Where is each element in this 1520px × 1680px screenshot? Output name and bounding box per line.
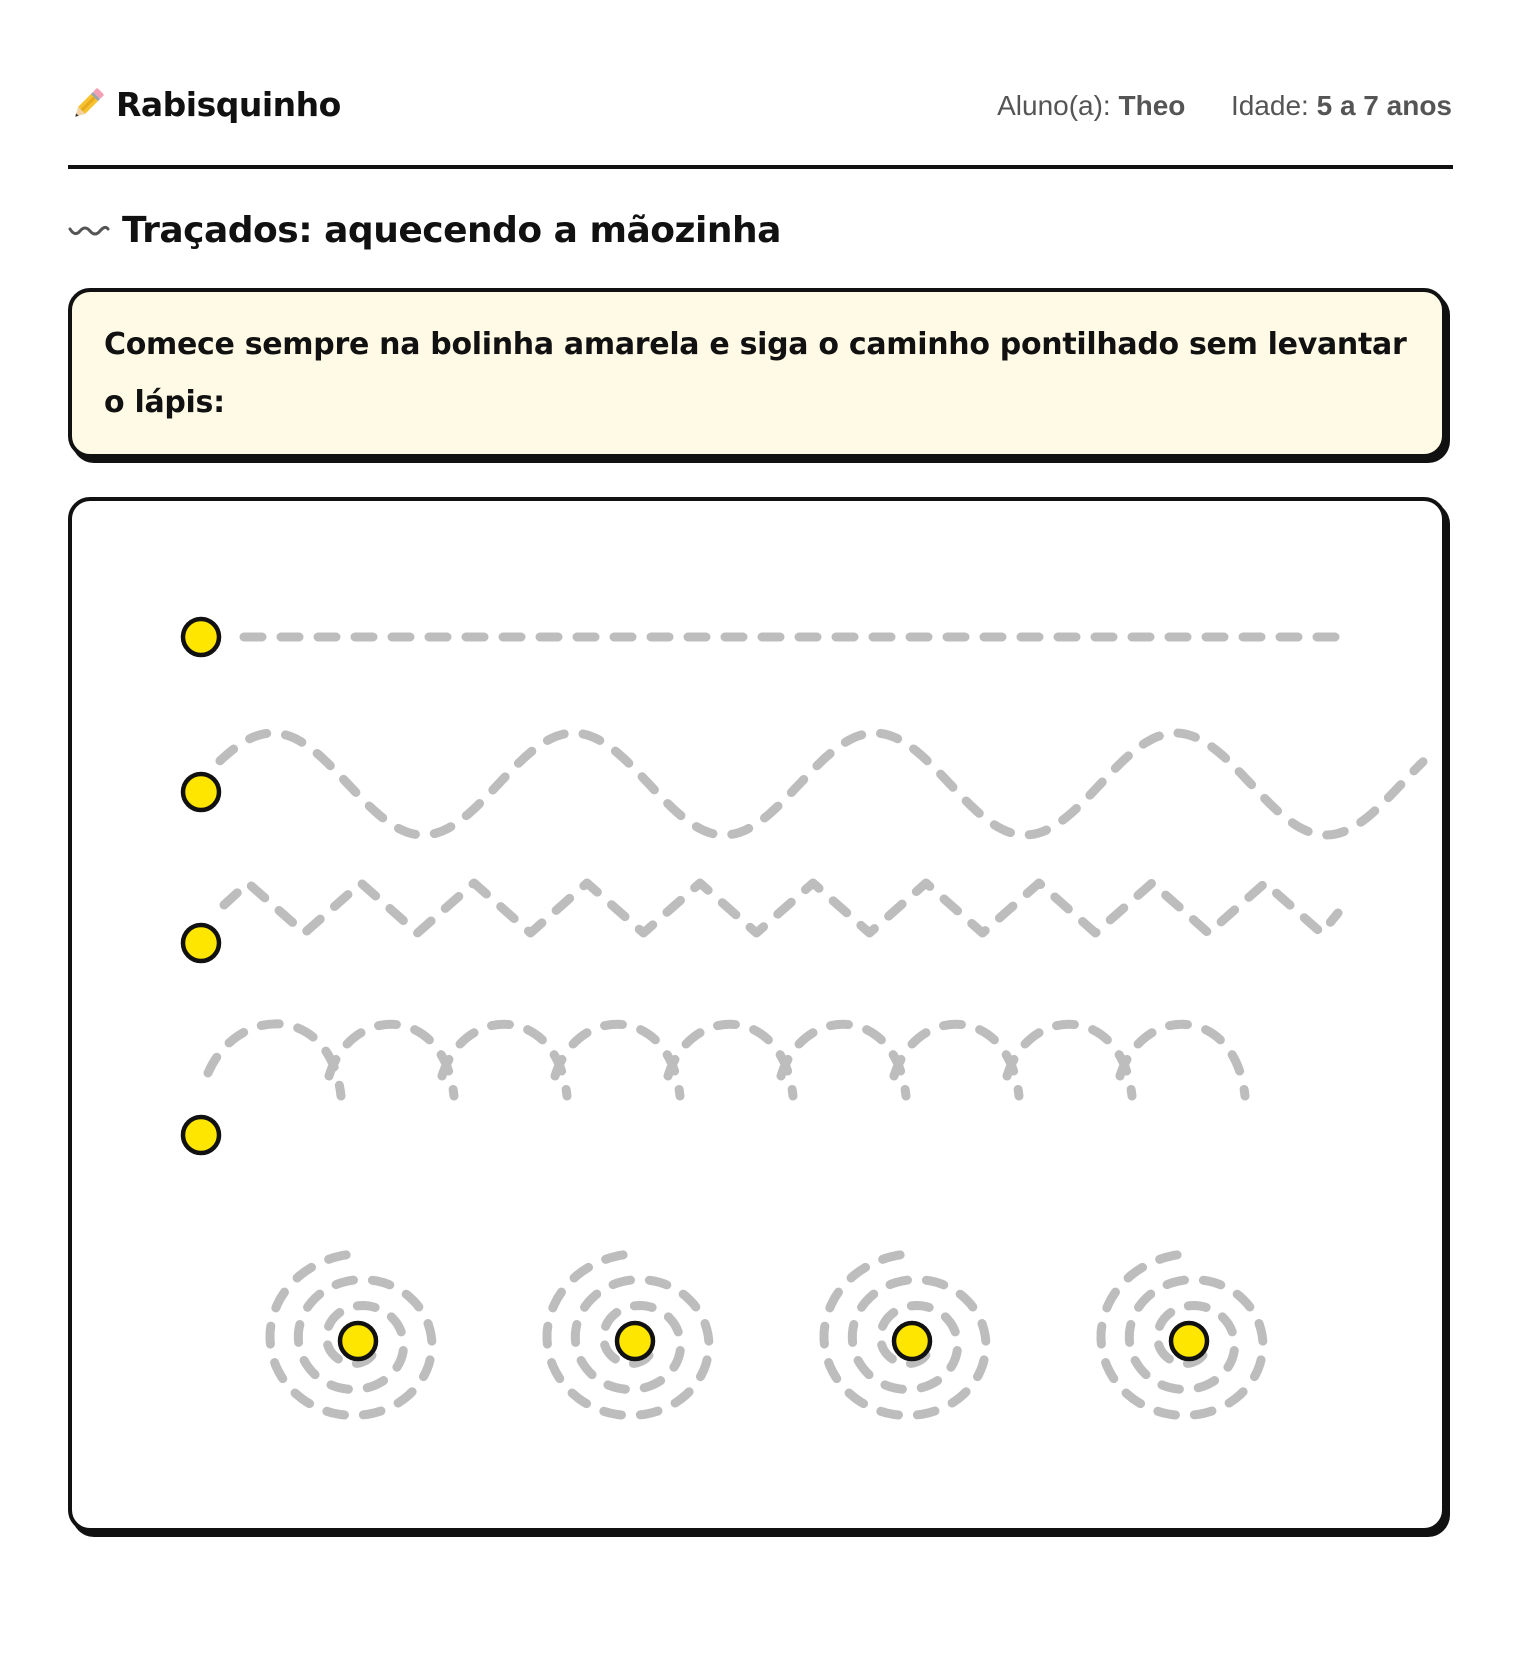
student-meta: [997, 90, 1452, 122]
instruction-text: Comece sempre na bolinha amarela e siga o caminho pontilhado sem levantar o lápis:: [104, 327, 1407, 420]
start-dot-spiral-2: [617, 1323, 653, 1359]
tracing-panel: [68, 497, 1446, 1532]
start-dot-spiral-3: [894, 1323, 930, 1359]
start-dot-spiral-4: [1171, 1323, 1207, 1359]
student-name: Theo: [1118, 90, 1186, 121]
instruction-box: [68, 288, 1446, 458]
student-label: Aluno(a):: [997, 90, 1111, 121]
age-value: 5 a 7 anos: [1316, 90, 1452, 121]
start-dot-straight: [183, 619, 219, 655]
start-dot-loops: [183, 1117, 219, 1153]
age-label: Idade:: [1230, 90, 1309, 121]
section-heading: [68, 210, 781, 251]
wavy-line-icon: [68, 219, 110, 243]
pencil-icon: [68, 84, 108, 124]
start-dot-spiral-1: [340, 1323, 376, 1359]
section-title: Traçados: aquecendo a mãozinha: [122, 210, 781, 251]
brand-name: Rabisquinho: [116, 84, 341, 124]
trace-wave: [220, 733, 1423, 835]
trace-zigzag: [224, 883, 1338, 933]
start-dot-zigzag: [183, 925, 219, 961]
page-header: [68, 74, 1452, 134]
brand: [68, 84, 341, 124]
header-divider: [68, 165, 1453, 169]
tracing-canvas: [72, 501, 1442, 1528]
start-dot-wave: [183, 774, 219, 810]
trace-loops: [208, 1024, 1245, 1096]
